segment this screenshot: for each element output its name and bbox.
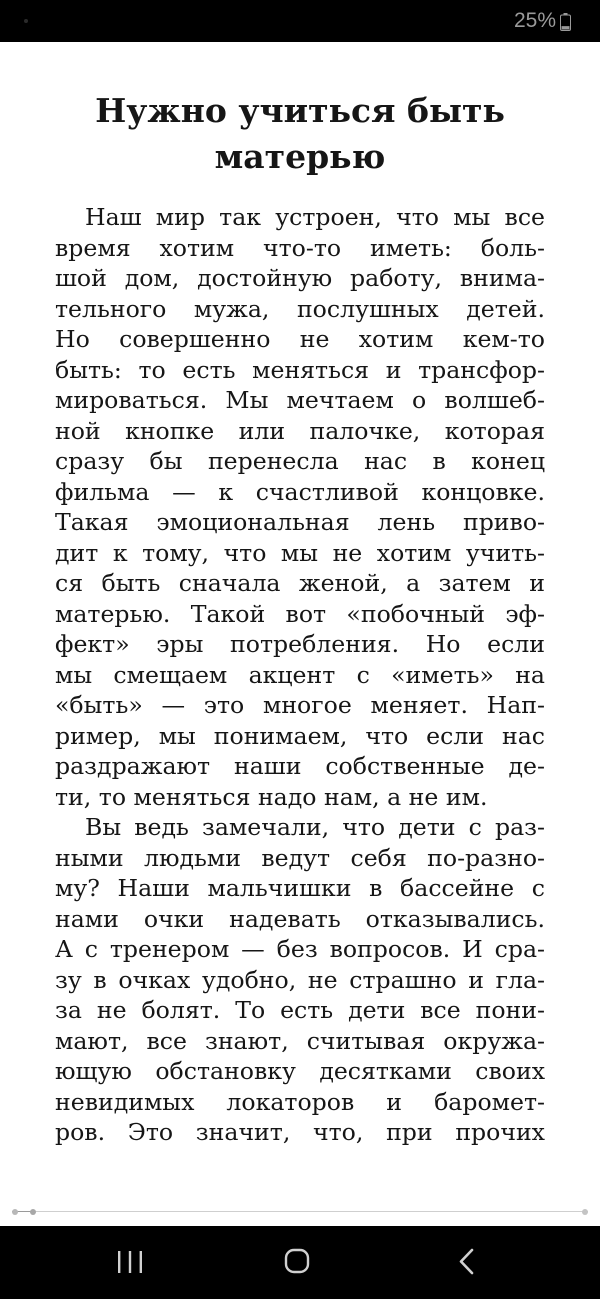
paragraph bbox=[55, 812, 545, 1148]
text-line: мироваться. Мы мечтаем о волшеб- bbox=[55, 386, 545, 414]
text-line: ными людьми ведут себя по-разно- bbox=[55, 843, 545, 872]
text-line: Но совершенно не хотим кем-то bbox=[55, 325, 545, 353]
home-icon bbox=[267, 1242, 327, 1282]
chapter-title bbox=[55, 88, 545, 180]
text-line: ся быть сначала женой, а затем и bbox=[55, 569, 545, 597]
text-line: му? Наши мальчишки в бассейне с bbox=[55, 874, 545, 902]
navigation-bar bbox=[0, 1226, 600, 1299]
text-line: матерью. Такой вот «побочный эф- bbox=[55, 599, 545, 628]
text-line: мают, все знают, считывая окружа- bbox=[55, 1026, 545, 1055]
text-line: невидимых локаторов и баромет- bbox=[55, 1087, 545, 1116]
text-line: ример, мы понимаем, что если нас bbox=[55, 721, 545, 750]
text-line: А с тренером — без вопросов. И сра- bbox=[55, 935, 545, 963]
text-line: быть: то есть меняться и трансфор- bbox=[55, 355, 545, 384]
text-line: ти, то меняться надо нам, а не им. bbox=[55, 782, 488, 811]
text-line: Вы ведь замечали, что дети с раз- bbox=[85, 813, 545, 841]
text-line: ющую обстановку десятками своих bbox=[55, 1057, 545, 1085]
status-bar bbox=[0, 0, 600, 42]
text-line: тельного мужа, послушных детей. bbox=[55, 294, 545, 323]
paragraph bbox=[55, 202, 545, 812]
recent-apps-button[interactable] bbox=[100, 1242, 160, 1282]
text-line: нами очки надевать отказывались. bbox=[55, 904, 545, 933]
text-line: фект» эры потребления. Но если bbox=[55, 630, 545, 658]
text-line: Такая эмоциональная лень приво- bbox=[55, 508, 545, 536]
camera-dot bbox=[24, 19, 28, 23]
reading-progress-bar[interactable] bbox=[12, 1208, 588, 1216]
text-line: фильма — к счастливой концовке. bbox=[55, 477, 545, 506]
chapter-title-line: Нужно учиться быть bbox=[95, 91, 505, 130]
text-line: время хотим что-то иметь: боль- bbox=[55, 233, 545, 262]
text-line: зу в очках удобно, не страшно и гла- bbox=[55, 965, 545, 994]
battery-icon bbox=[560, 13, 571, 31]
text-line: за не болят. То есть дети все пони- bbox=[55, 996, 545, 1024]
back-icon bbox=[436, 1242, 496, 1282]
progress-end-dot bbox=[582, 1209, 588, 1215]
text-line: ров. Это значит, что, при прочих bbox=[55, 1118, 545, 1146]
text-line: дит к тому, что мы не хотим учить- bbox=[55, 538, 545, 567]
text-line: ной кнопке или палочке, которая bbox=[55, 416, 545, 445]
book-page[interactable] bbox=[55, 88, 545, 1148]
recent-apps-icon bbox=[100, 1242, 160, 1282]
progress-start-dot bbox=[12, 1209, 18, 1215]
text-line: раздражают наши собственные де- bbox=[55, 752, 545, 780]
chapter-text bbox=[55, 202, 545, 1148]
text-line: шой дом, достойную работу, внима- bbox=[55, 264, 545, 292]
text-line: сразу бы перенесла нас в конец bbox=[55, 447, 545, 475]
text-line: Наш мир так устроен, что мы все bbox=[85, 203, 545, 231]
back-button[interactable] bbox=[436, 1242, 496, 1282]
battery-percent: 25% bbox=[513, 9, 556, 32]
home-button[interactable] bbox=[267, 1242, 327, 1282]
text-line: «быть» — это многое меняет. Нап- bbox=[55, 691, 545, 719]
progress-thumb[interactable] bbox=[30, 1209, 36, 1215]
text-line: мы смещаем акцент с «иметь» на bbox=[55, 660, 545, 689]
progress-track bbox=[12, 1211, 588, 1212]
chapter-title-line: матерью bbox=[214, 137, 386, 176]
